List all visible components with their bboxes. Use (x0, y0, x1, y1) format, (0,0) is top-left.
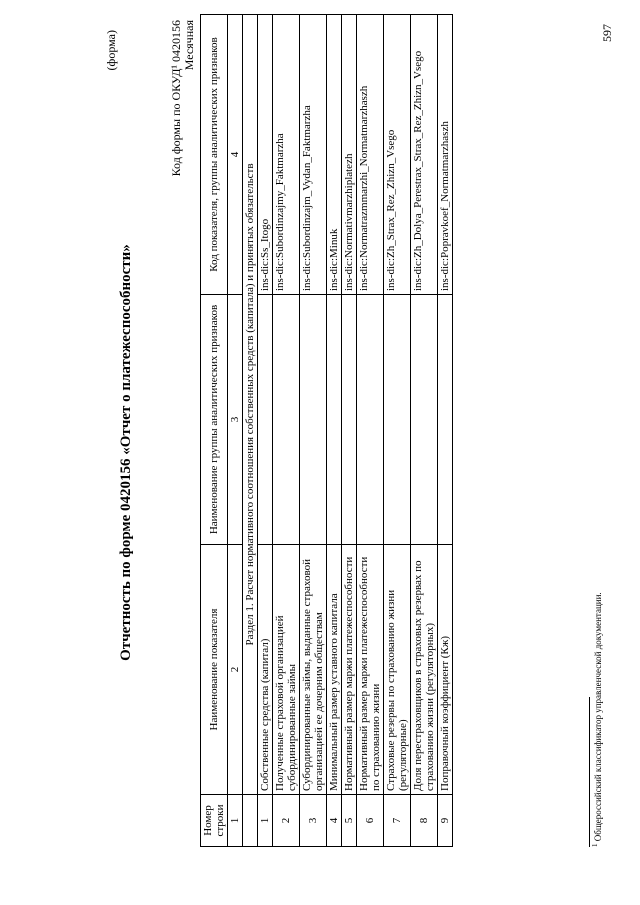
indicator-code: ins-dic:Ss_Itogo (258, 15, 273, 295)
row-number: 9 (438, 795, 453, 847)
indicator-code: ins-dic:Zh_Strax_Rez_Zhizn_Vsego (384, 15, 411, 295)
row-number: 1 (258, 795, 273, 847)
group-name (384, 295, 411, 545)
indicator-code: ins-dic:Subordinzajm_Vydan_Faktmarzha (300, 15, 327, 295)
group-name (438, 295, 453, 545)
indicator-name: Нормативный размер маржи платежеспособности (342, 545, 357, 795)
table-row (357, 15, 384, 847)
indicator-name: Страховые резервы по страхованию жизни (регуляторные) (384, 545, 411, 795)
row-number: 4 (327, 795, 342, 847)
footnote (591, 592, 603, 847)
table-row (411, 15, 438, 847)
row-number: 8 (411, 795, 438, 847)
group-name (273, 295, 300, 545)
okud-block (170, 20, 196, 176)
row-number: 7 (384, 795, 411, 847)
indicator-name: Субординированные займы, выданные страховой организацией ее дочерним обществам (300, 545, 327, 795)
table-row (273, 15, 300, 847)
section-title: Раздел 1. Расчет нормативного соотношения собственных средств (капитала) и принятых обязательств (243, 15, 258, 795)
col-number: 1 (228, 795, 243, 847)
row-number: 3 (300, 795, 327, 847)
row-number: 6 (357, 795, 384, 847)
table-row (342, 15, 357, 847)
footnote-text: Общероссийский классификатор управленческой документации. (593, 592, 603, 844)
form-label: (форма) (104, 30, 118, 71)
row-number: 2 (273, 795, 300, 847)
indicator-code: ins-dic:Minuk (327, 15, 342, 295)
indicator-name: Доля перестраховщиков в страховых резервах по страхованию жизни (регуляторных) (411, 545, 438, 795)
table-row (258, 15, 273, 847)
col-number: 2 (228, 545, 243, 795)
col-header-code: Код показателя, группы аналитических признаков (201, 15, 228, 295)
page-title: Отчетность по форме 0420156 «Отчет о платежеспособности» (118, 244, 134, 661)
table-row (438, 15, 453, 847)
indicator-code: ins-dic:Zh_Dolya_Perestrax_Strax_Rez_Zhizn_Vsego (411, 15, 438, 295)
group-name (258, 295, 273, 545)
indicator-code: ins-dic:Popravkoef_Normatmarzhaszh (438, 15, 453, 295)
indicator-name: Минимальный размер уставного капитала (327, 545, 342, 795)
col-number: 4 (228, 15, 243, 295)
table-row (300, 15, 327, 847)
indicator-code: ins-dic:Subordinzajmy_Faktmarzha (273, 15, 300, 295)
table-row (384, 15, 411, 847)
indicator-code: ins-dic:Normativmarzhiplatezh (342, 15, 357, 295)
group-name (327, 295, 342, 545)
indicator-code: ins-dic:Normatrazmmarzhi_Normatmarzhaszh (357, 15, 384, 295)
indicator-name: Полученные страховой организацией субординированные займы (273, 545, 300, 795)
group-name (300, 295, 327, 545)
indicator-name: Собственные средства (капитал) (258, 545, 273, 795)
group-name (411, 295, 438, 545)
page-number: 597 (600, 24, 614, 42)
okud-code: Код формы по ОКУД¹ 0420156 (169, 20, 183, 177)
col-header-row-number: Номер строки (201, 795, 228, 847)
col-header-group-name: Наименование группы аналитических признаков (201, 295, 228, 545)
footnote-mark: 1 (591, 843, 599, 847)
table-row (327, 15, 342, 847)
indicator-name: Поправочный коэффициент (Кж) (438, 545, 453, 795)
report-table (200, 14, 453, 847)
indicator-name: Нормативный размер маржи платежеспособности по страхованию жизни (357, 545, 384, 795)
row-number: 5 (342, 795, 357, 847)
col-number: 3 (228, 295, 243, 545)
footnote-divider (589, 697, 590, 847)
section-spacer (243, 795, 258, 847)
col-header-indicator-name: Наименование показателя (201, 545, 228, 795)
periodicity: Месячная (182, 20, 196, 71)
group-name (357, 295, 384, 545)
group-name (342, 295, 357, 545)
